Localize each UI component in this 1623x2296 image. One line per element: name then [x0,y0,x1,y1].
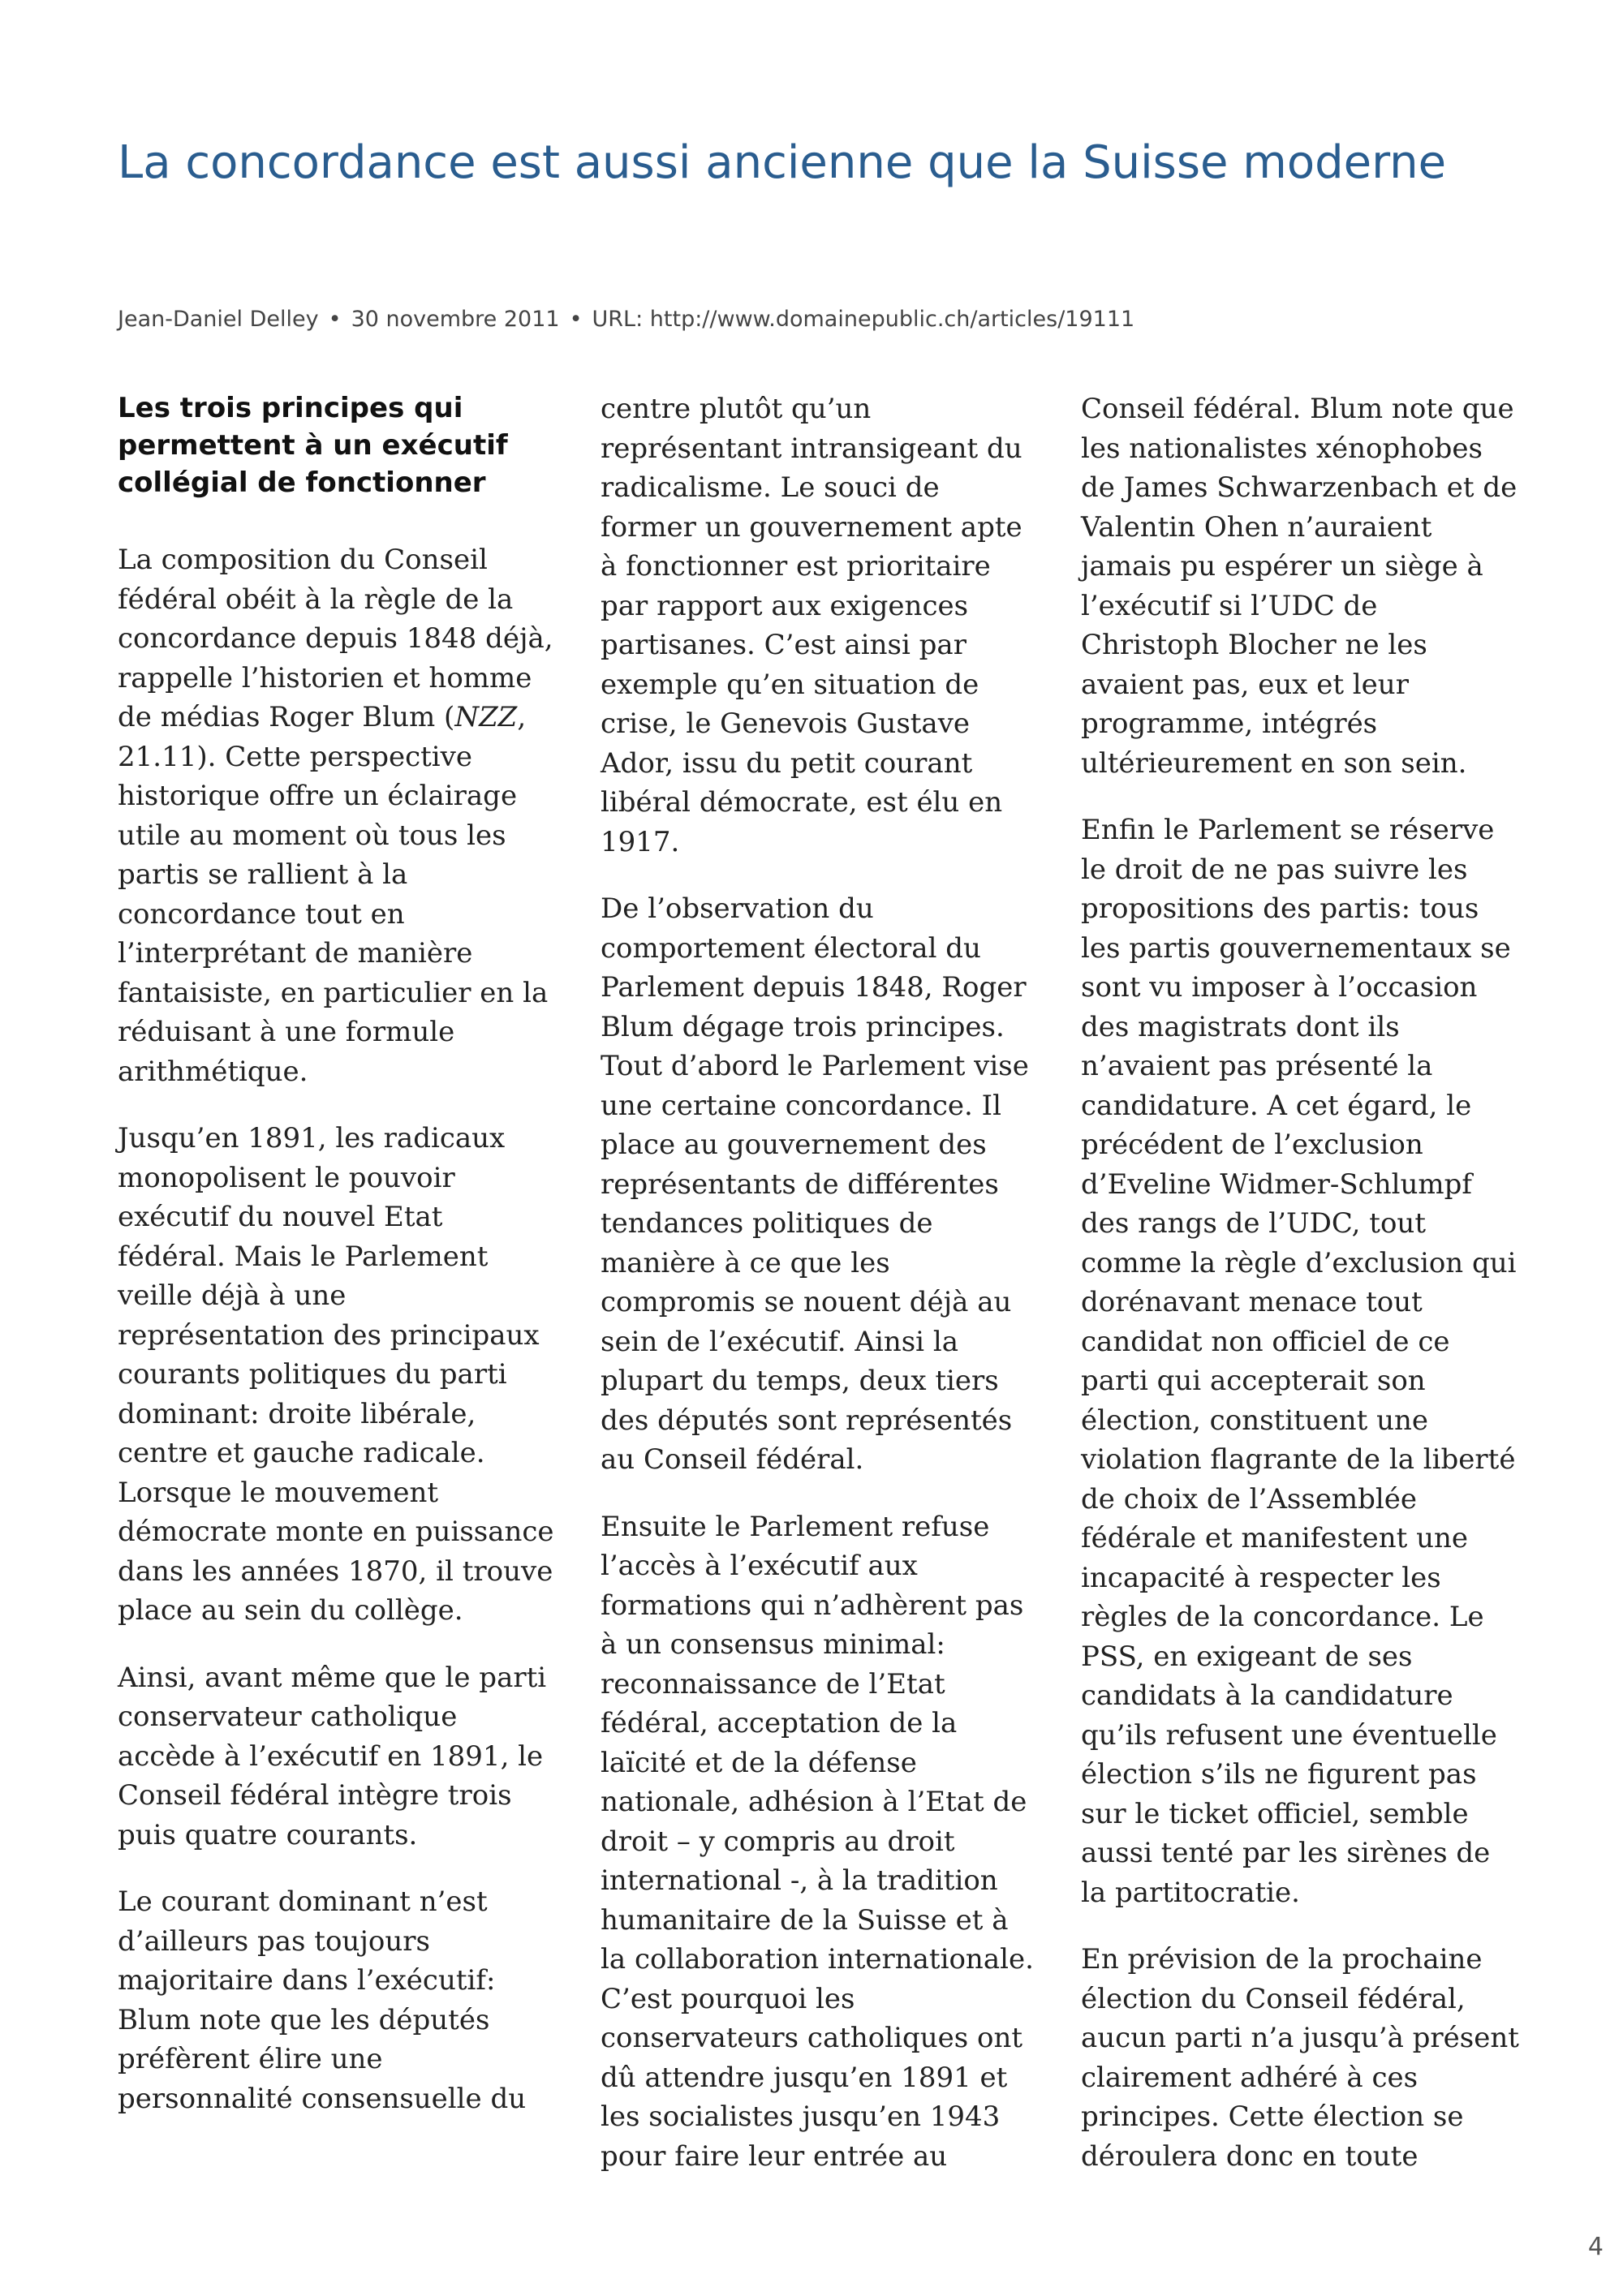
paragraph: Conseil fédéral. Blum note que les nationalistes xénophobes de James Schwarzenbach et de Valentin Ohen n’auraient jamais pu espérer un siège à l’exécutif si l’UDC de Christoph Blocher ne les avaient pas, eux et leur programme, intégrés ultérieurement en son sein. [1081,393,1518,780]
publication-name: NZZ [454,701,518,733]
article-title: La concordance est aussi ancienne que la Suisse moderne [118,136,1447,189]
url-label: URL: [592,307,644,332]
article-url[interactable]: http://www.domainepublic.ch/articles/19111 [649,307,1135,332]
paragraph: centre plutôt qu’un représentant intransigeant du radicalisme. Le souci de former un gouvernement apte à fonctionner est prioritaire par rapport aux exigences partisanes. C’est ainsi par exemple qu’en situation de crise, le Genevois Gustave Ador, issu du petit courant libéral démocrate, est élu en 1917. [601,393,1022,858]
text-column-2 [601,389,1039,2204]
article-meta [118,303,1538,336]
paragraph: Ensuite le Parlement refuse l’accès à l’exécutif aux formations qui n’adhèrent pas à un consensus minimal: reconnaissance de l’Etat fédéral, acceptation de la laïcité et de la défense nationale, adhésion à l’Etat de droit – y compris au droit international -, à la tradition humanitaire de la Suisse et à la collaboration internationale. C’est pourquoi les conservateurs catholiques ont dû attendre jusqu’en 1891 et les socialistes jusqu’en 1943 pour faire leur entrée au [601,1510,1034,2173]
article-subheading: Les trois principes qui permettent à un exécutif collégial de fonctionner [118,392,508,499]
text-column-1 [118,389,556,2146]
meta-separator: • [328,307,342,332]
text-column-3 [1081,389,1519,2204]
paragraph: Enfin le Parlement se réserve le droit de ne pas suivre les propositions des partis: tous les partis gouvernementaux se sont vu imposer à l’occasion des magistrats dont ils n’avaient pas présenté la candidature. A cet égard, le précédent de l’exclusion d’Eveline Widmer-Schlumpf des rangs de l’UDC, tout comme la règle d’exclusion qui dorénavant menace tout candidat non officiel de ce parti qui accepterait son élection, constituent une violation flagrante de la liberté de choix de l’Assemblée fédérale et manifestent une incapacité à respecter les règles de la concordance. Le PSS, en exigeant de ses candidats à la candidature qu’ils refusent une éventuelle élection s’ils ne figurent pas sur le ticket officiel, semble aussi tenté par les sirènes de la partitocratie. [1081,814,1517,1909]
paragraph: En prévision de la prochaine élection du Conseil fédéral, aucun parti n’a jusqu’à présent clairement adhéré à ces principes. Cette élection se déroulera donc en toute [1081,1943,1519,2173]
article-author: Jean-Daniel Delley [118,307,319,332]
paragraph [118,540,556,1091]
page-number: 4 [1587,2233,1604,2261]
paragraph-text: La composition du Conseil fédéral obéit à la règle de la concordance depuis 1848 déjà, rappelle l’historien et homme de médias Roger Blum ( [118,544,553,733]
paragraph: Ainsi, avant même que le parti conservateur catholique accède à l’exécutif en 1891, le Conseil fédéral intègre trois puis quatre courants. [118,1661,547,1851]
paragraph: De l’observation du comportement électoral du Parlement depuis 1848, Roger Blum dégage trois principes. Tout d’abord le Parlement vise une certaine concordance. Il place au gouvernement des représentants de différentes tendances politiques de manière à ce que les compromis se nouent déjà au sein de l’exécutif. Ainsi la plupart du temps, deux tiers des députés sont représentés au Conseil fédéral. [601,892,1029,1476]
meta-separator: • [569,307,583,332]
paragraph: Le courant dominant n’est d’ailleurs pas toujours majoritaire dans l’exécutif: Blum note que les députés préfèrent élire une personnalité consensuelle du [118,1885,527,2115]
paragraph: Jusqu’en 1891, les radicaux monopolisent le pouvoir exécutif du nouvel Etat fédéral. Mais le Parlement veille déjà à une représentation des principaux courants politiques du parti dominant: droite libérale, centre et gauche radicale. Lorsque le mouvement démocrate monte en puissance dans les années 1870, il trouve place au sein du collège. [118,1122,554,1627]
article-date: 30 novembre 2011 [351,307,560,332]
paragraph-text: , 21.11). Cette perspective historique offre un éclairage utile au moment où tous les partis se rallient à la concordance tout en l’interprétant de manière fantaisiste, en particulier en la réduisant à une formule arithmétique. [118,701,549,1088]
